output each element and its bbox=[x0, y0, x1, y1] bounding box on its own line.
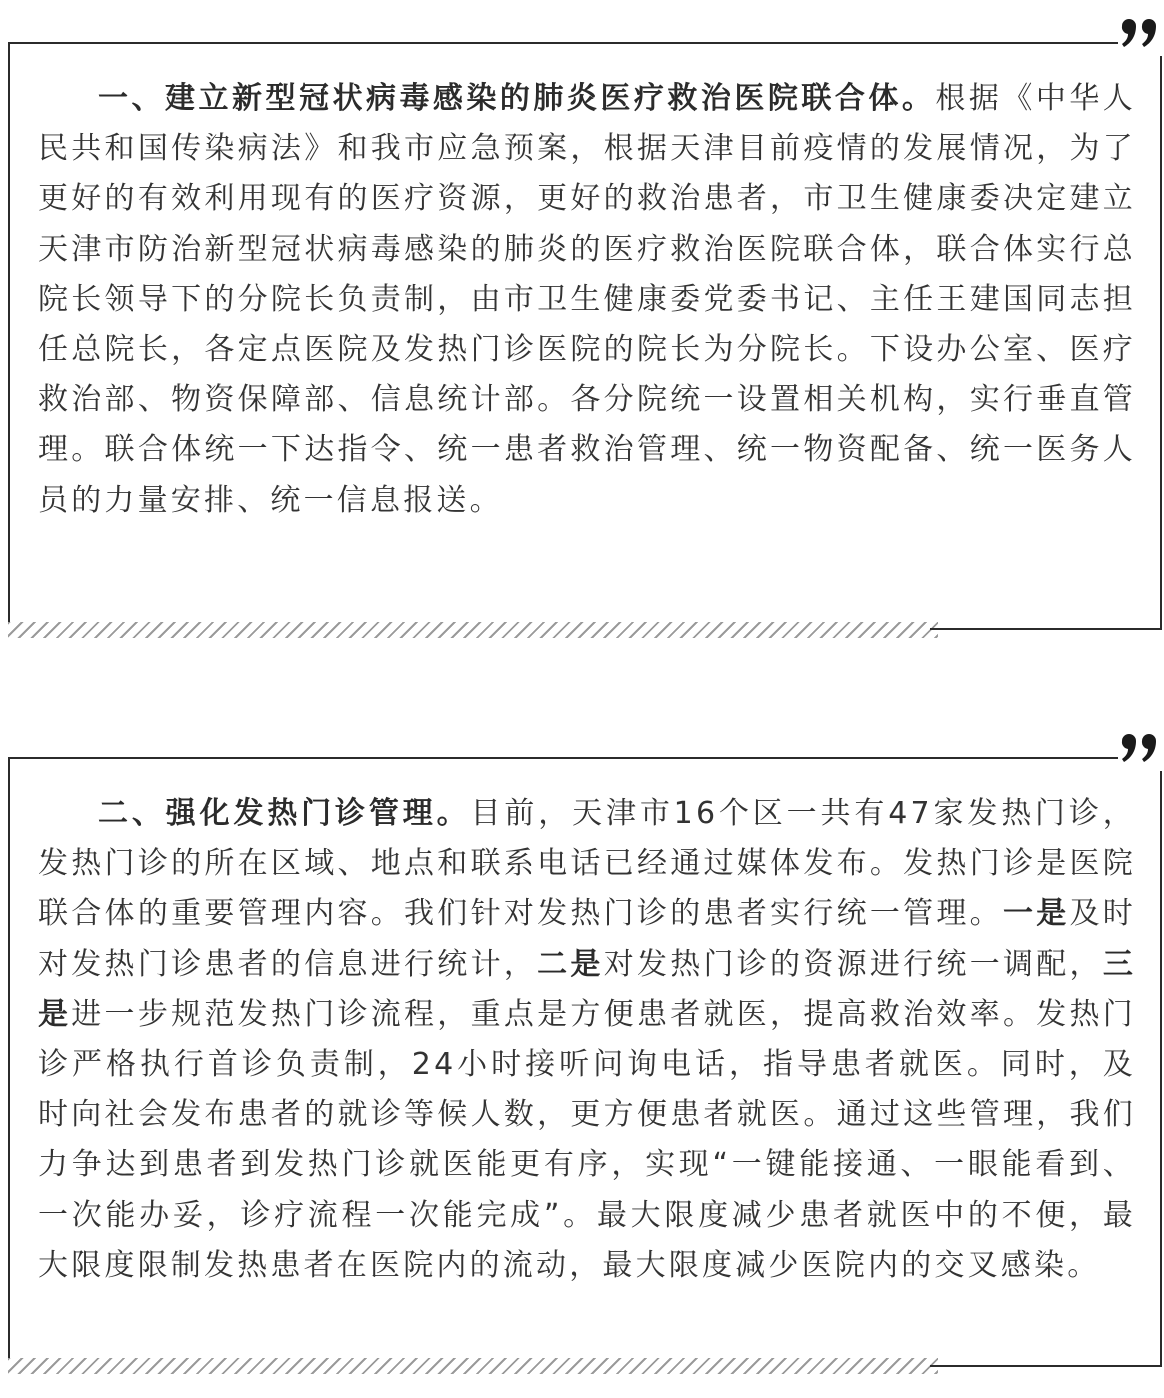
section-1-heading: 一、建立新型冠状病毒感染的肺炎医疗救治医院联合体。 bbox=[98, 81, 936, 116]
section-2-stripe-divider bbox=[8, 1358, 938, 1374]
section-2-body-b: 及时对发热门诊患者的信息进行统计， bbox=[38, 896, 1136, 982]
section-1-paragraph bbox=[38, 74, 1136, 526]
section-1-stripe-divider bbox=[8, 622, 938, 638]
section-2-mark-3: 三是 bbox=[38, 946, 1137, 1032]
section-2-body-c: 对发热门诊的资源进行统一调配， bbox=[603, 946, 1103, 982]
section-1-body: 根据《中华人民共和国传染病法》和我市应急预案，根据天津目前疫情的发展情况，为了更好的有效利用现有的医疗资源，更好的救治患者，市卫生健康委决定建立天津市防治新型冠状病毒感染的肺炎的医疗救治医院联合体，联合体实行总院长领导下的分院长负责制，由市卫生健康委党委书记、主任王建国同志担任总院长，各定点医院及发热门诊医院的院长为分院长。下设办公室、医疗救治部、物资保障部、信息统计部。各分院统一设置相关机构，实行垂直管理。联合体统一下达指令、统一患者救治管理、统一物资配备、统一医务人员的力量安排、统一信息报送。 bbox=[38, 81, 1137, 518]
section-2-mark-1: 一是 bbox=[1002, 896, 1070, 932]
closing-quote-icon bbox=[1118, 733, 1162, 771]
section-2-paragraph bbox=[38, 789, 1136, 1291]
section-2-box bbox=[8, 757, 1162, 1367]
closing-quote-icon bbox=[1118, 18, 1162, 56]
section-2-body-d: 进一步规范发热门诊流程，重点是方便患者就医，提高救治效率。发热门诊严格执行首诊负责制，24小时接听问询电话，指导患者就医。同时，及时向社会发布患者的就诊等候人数，更方便患者就医。通过这些管理，我们力争达到患者到发热门诊就医能更有序，实现“一键能接通、一眼能看到、一次能办妥，诊疗流程一次能完成”。最大限度减少患者就医中的不便，最大限度限制发热患者在医院内的流动，最大限度减少医院内的交叉感染。 bbox=[38, 996, 1136, 1283]
section-2-mark-2: 二是 bbox=[537, 946, 604, 982]
section-2-bottom-line bbox=[930, 1365, 1162, 1367]
section-1-bottom-line bbox=[930, 628, 1162, 630]
section-2-heading: 二、强化发热门诊管理。 bbox=[98, 796, 471, 831]
section-1-box bbox=[8, 42, 1162, 630]
section-2-body-a: 目前，天津市16个区一共有47家发热门诊，发热门诊的所在区域、地点和联系电话已经通过媒体发布。发热门诊是医院联合体的重要管理内容。我们针对发热门诊的患者实行统一管理。 bbox=[38, 796, 1136, 932]
